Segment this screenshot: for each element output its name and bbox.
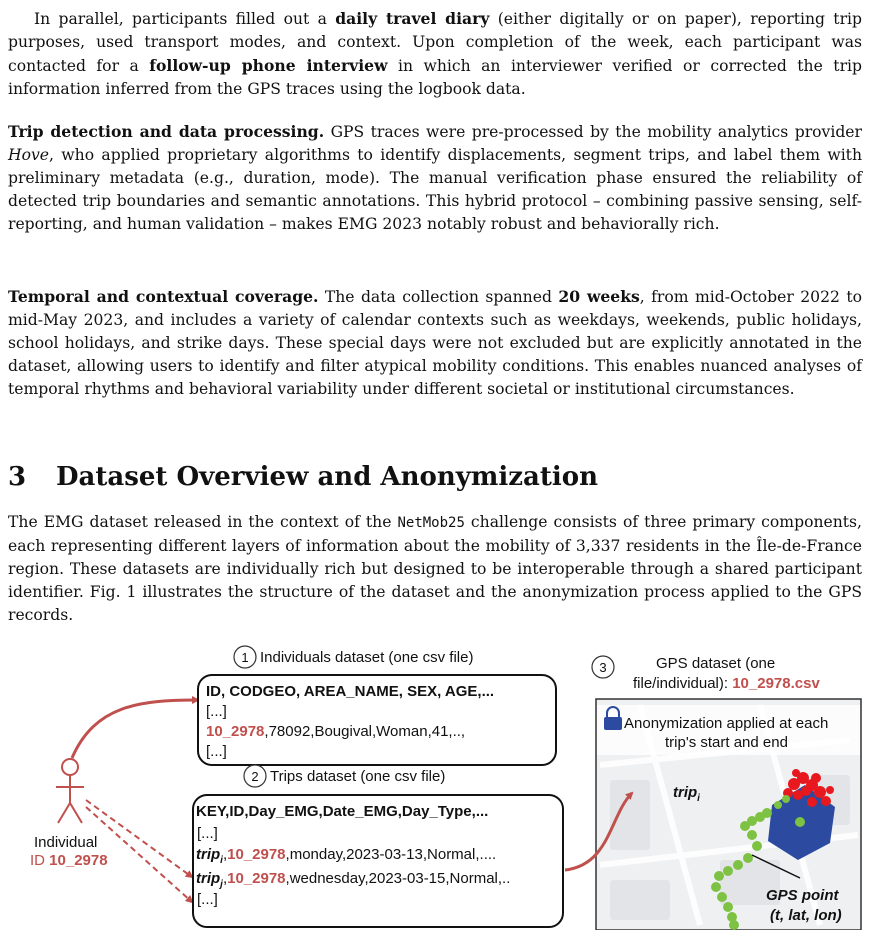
individual-to-ds1-arrow [72, 700, 198, 758]
ds2-title: Trips dataset (one csv file) [270, 768, 446, 785]
individual-label: Individual [34, 834, 98, 851]
figure-dataset-structure [0, 645, 870, 930]
paragraph-trip-detection: Trip detection and data processing. GPS traces were pre-processed by the mobility analytics provider Hove, who applied proprietary algorithms to identify displacements, segment trips, and label them with preliminary metadata (e.g., duration, mode). The manual verification phase ensured the reliability of detected trip boundaries and semantic annotations. This hybrid protocol – combining passive sensing, self-reporting, and human validation – makes EMG 2023 notably robust and behaviorally rich. [8, 122, 862, 233]
individual-id: ID 10_2978 [30, 852, 108, 869]
ds3-title-line1: GPS dataset (one [656, 655, 776, 672]
anonymization-note-line1: Anonymization applied at each [624, 715, 829, 732]
map-trip-label: trip$_i$ [673, 784, 700, 804]
ds2-row-trip-i: trip$_i$,10_2978,monday,2023-03-13,Normal,.... [196, 846, 497, 866]
anonymization-note-line2: trip's start and end [665, 734, 788, 751]
ds2-header: KEY,ID,Day_EMG,Date_EMG,Day_Type,... [196, 803, 489, 820]
paragraph-temporal-coverage: Temporal and contextual coverage. The data collection spanned 20 weeks, from mid-October 2022 to mid-May 2023, and includes a variety of calendar contexts such as weekdays, weekends, public holidays, school holidays, and strike days. These special days were not excluded but are explicitly annotated in the dataset, allowing users to identify and filter atypical mobility conditions. This enables nuanced analyses of temporal rhythms and behavioral variability under different societal or institutional circumstances. [8, 287, 863, 398]
ds1-row: 10_2978,78092,Bougival,Woman,41,.., [206, 723, 466, 740]
paragraph-dataset-overview: The EMG dataset released in the context of the NetMob25 challenge consists of three primary components, each representing different layers of information about the mobility of 3,337 residents in the Île-de-France region. These datasets are individually rich but designed to be interoperable through a shared participant identifier. Fig. 1 illustrates the structure of the dataset and the anonymization process applied to the GPS records. [8, 513, 862, 624]
paragraph-heading: Temporal and contextual coverage. [8, 287, 319, 306]
trip-endpoint [795, 817, 805, 827]
ds1-title: Individuals dataset (one csv file) [260, 649, 474, 666]
gps-point-coords: (t, lat, lon) [770, 907, 842, 924]
ds2-row-trip-j: trip$_j$,10_2978,wednesday,2023-03-15,Normal,.. [196, 870, 511, 890]
ds1-number: 1 [241, 650, 249, 665]
ds1-dots-bottom: [...] [206, 743, 227, 760]
section-heading [8, 462, 598, 492]
ds2-dots-bottom: [...] [197, 891, 218, 908]
ds1-dots-top: [...] [206, 703, 227, 720]
ds2-number: 2 [251, 769, 259, 784]
individual-figure-icon [56, 759, 84, 823]
ds3-title-line2: file/individual): 10_2978.csv [633, 675, 820, 692]
ds3-number: 3 [599, 660, 607, 675]
gps-point-label: GPS point [766, 887, 839, 904]
ds2-dots-top: [...] [197, 825, 218, 842]
paragraph-heading: Trip detection and data processing. [8, 122, 325, 141]
section-title: Dataset Overview and Anonymization [56, 462, 598, 492]
ds1-header: ID, CODGEO, AREA_NAME, SEX, AGE,... [206, 683, 495, 700]
challenge-name: NetMob25 [397, 515, 465, 531]
section-number: 3 [8, 462, 27, 492]
paragraph-travel-diary: In parallel, participants filled out a daily travel diary (either digitally or on paper), reporting trip purposes, used transport modes, and context. Upon completion of the week, each participant was contacted for a follow-up phone interview in which an interviewer verified or corrected the trip information inferred from the GPS traces using the logbook data. [8, 9, 862, 98]
